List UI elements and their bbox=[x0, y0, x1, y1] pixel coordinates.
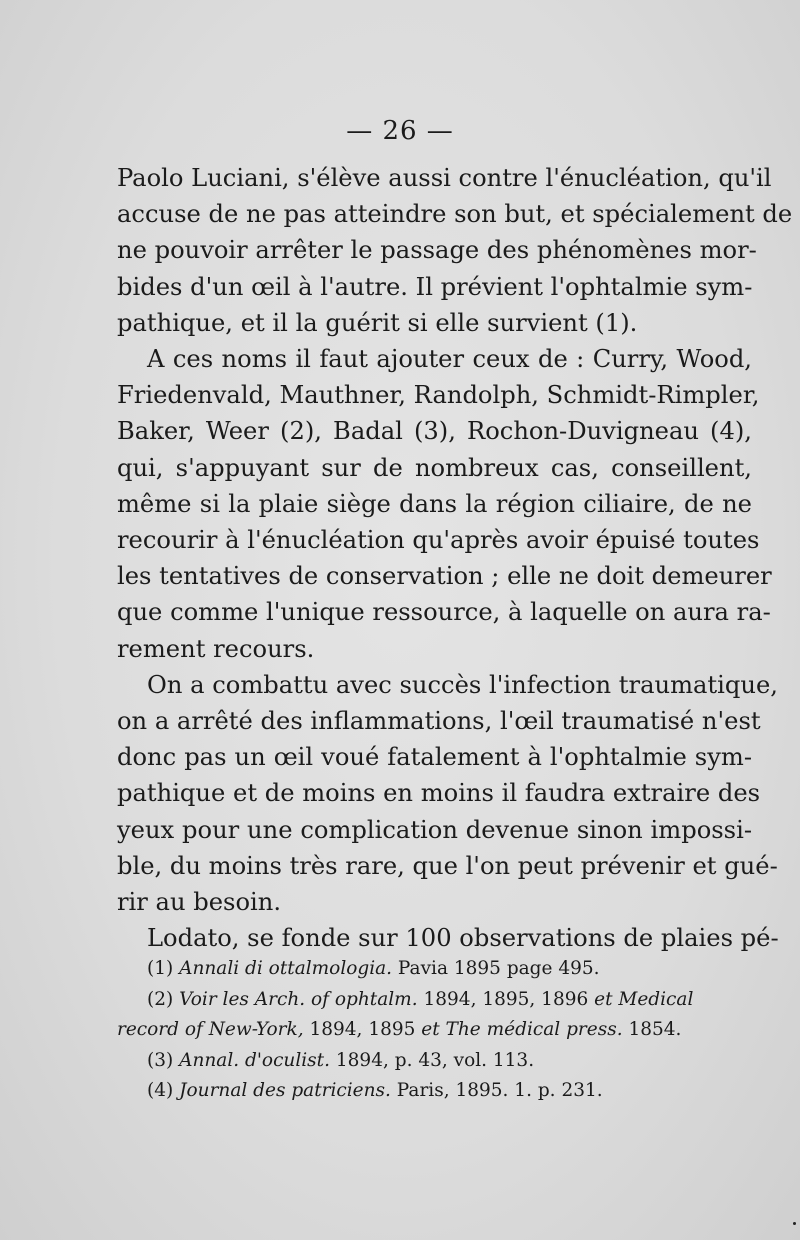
footnote-text: et The médical press. bbox=[421, 1019, 623, 1040]
footnote-text: Pavia 1895 page 495. bbox=[392, 958, 600, 979]
text-line: yeux pour une complication devenue sinon impossi- bbox=[117, 815, 752, 844]
text-line: pathique et de moins en moins il faudra extraire des bbox=[117, 779, 761, 808]
text-line: rement recours. bbox=[117, 634, 315, 663]
text-line: Friedenvald, Mauthner, Randolph, Schmidt-Rimpler, bbox=[117, 381, 760, 410]
text-line: ne pouvoir arrêter le passage des phénomènes mor- bbox=[117, 236, 757, 265]
text-line: recourir à l'énucléation qu'après avoir épuisé toutes bbox=[117, 526, 760, 555]
footnote-marker: (2) bbox=[147, 988, 174, 1010]
text-line: donc pas un œil voué fatalement à l'ophtalmie sym- bbox=[117, 743, 752, 772]
footnote-marker: (3) bbox=[147, 1049, 174, 1071]
text-line: ble, du moins très rare, que l'on peut prévenir et gué- bbox=[117, 851, 778, 880]
footnote-text: et Medical bbox=[594, 988, 694, 1010]
text-line: rir au besoin. bbox=[117, 888, 282, 917]
footnote-text: record of New-York, bbox=[117, 1019, 304, 1040]
text-line: les tentatives de conservation ; elle ne doit demeurer bbox=[117, 562, 772, 591]
body-text bbox=[117, 160, 793, 956]
footnote-text: Annal. d'oculist. bbox=[179, 1049, 330, 1071]
text-line: Paolo Luciani, s'élève aussi contre l'énucléation, qu'il bbox=[117, 164, 772, 192]
footnote-text: 1894, 1895, 1896 bbox=[417, 988, 595, 1010]
paragraph bbox=[117, 920, 779, 956]
paragraph bbox=[117, 160, 793, 341]
page-number: — 26 — bbox=[346, 116, 454, 146]
footnote-text: 1854. bbox=[622, 1019, 682, 1040]
text-line: qui, s'appuyant sur de nombreux cas, conseillent, bbox=[117, 453, 752, 482]
footnote-text: Annali di ottalmologia. bbox=[179, 958, 393, 979]
footnote-text: 1894, 1895 bbox=[303, 1019, 422, 1040]
footnote-text: Voir les Arch. of ophtalm. bbox=[179, 988, 418, 1010]
text-line: Lodato, se fonde sur 100 observations de plaies pé- bbox=[147, 924, 779, 953]
text-line: on a arrêté des inflammations, l'œil traumatisé n'est bbox=[117, 707, 761, 736]
text-line: que comme l'unique ressource, à laquelle on aura ra- bbox=[117, 598, 771, 627]
footnote-text: Paris, 1895. 1. p. 231. bbox=[390, 1080, 603, 1101]
text-line: même si la plaie siège dans la région ciliaire, de ne bbox=[117, 489, 752, 518]
paragraph bbox=[117, 667, 778, 920]
text-line: On a combattu avec succès l'infection traumatique, bbox=[147, 670, 778, 699]
footnote-text: Journal des patriciens. bbox=[179, 1080, 391, 1101]
footnote-text: 1894, p. 43, vol. 113. bbox=[330, 1049, 535, 1071]
text-line: Baker, Weer (2), Badal (3), Rochon-Duvigneau (4), bbox=[117, 417, 752, 446]
text-line: accuse de ne pas atteindre son but, et spécialement de bbox=[117, 200, 793, 229]
footnote bbox=[117, 1076, 757, 1107]
footnote-marker: (4) bbox=[147, 1080, 174, 1101]
footnotes bbox=[117, 954, 757, 1107]
footnote bbox=[117, 1046, 757, 1077]
footnote bbox=[117, 954, 757, 985]
footnote-continuation bbox=[117, 1015, 757, 1046]
text-line: pathique, et il la guérit si elle survient (1). bbox=[117, 308, 638, 337]
text-line: A ces noms il faut ajouter ceux de : Curry, Wood, bbox=[147, 345, 752, 374]
paper-speck bbox=[793, 1222, 796, 1225]
footnote bbox=[117, 985, 757, 1016]
text-line: bides d'un œil à l'autre. Il prévient l'ophtalmie sym- bbox=[117, 272, 753, 301]
paragraph bbox=[117, 341, 772, 667]
footnote-marker: (1) bbox=[147, 958, 174, 979]
